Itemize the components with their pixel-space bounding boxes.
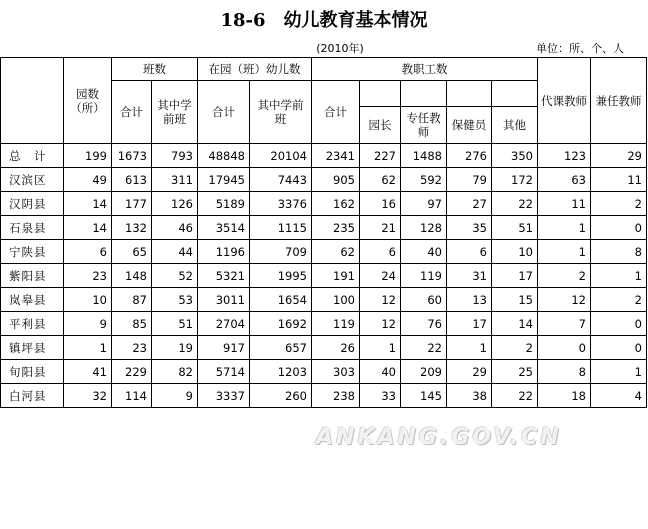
cell-staff-total: 100 — [312, 288, 360, 312]
cell-kids-total: 1196 — [198, 240, 250, 264]
cell-staff-total: 62 — [312, 240, 360, 264]
cell-parttime: 0 — [591, 336, 647, 360]
table-row — [1, 312, 647, 336]
cell-classes-pre: 51 — [152, 312, 198, 336]
cell-other: 22 — [492, 384, 538, 408]
cell-health: 6 — [447, 240, 492, 264]
cell-health: 13 — [447, 288, 492, 312]
watermark: ANKANG.GOV.CN — [316, 425, 562, 450]
cell-schools: 41 — [64, 360, 112, 384]
cell-schools: 199 — [64, 144, 112, 168]
page-title: 18-6 幼儿教育基本情况 — [220, 10, 428, 31]
cell-schools: 9 — [64, 312, 112, 336]
header-enrolled: 在园（班）幼儿数 — [198, 58, 312, 81]
cell-other: 51 — [492, 216, 538, 240]
cell-staff-total: 238 — [312, 384, 360, 408]
cell-kids-pre: 1995 — [250, 264, 312, 288]
cell-staff-total: 162 — [312, 192, 360, 216]
region-name: 汉阴县 — [1, 192, 64, 216]
cell-other: 2 — [492, 336, 538, 360]
cell-kids-total: 5714 — [198, 360, 250, 384]
cell-classes-pre: 53 — [152, 288, 198, 312]
cell-staff-total: 191 — [312, 264, 360, 288]
cell-health: 17 — [447, 312, 492, 336]
cell-classes-pre: 793 — [152, 144, 198, 168]
header-schools: 园数（所） — [64, 58, 112, 144]
cell-parttime: 1 — [591, 360, 647, 384]
cell-substitute: 7 — [538, 312, 591, 336]
header-kids-pre: 其中学前班 — [250, 81, 312, 144]
cell-kids-total: 3337 — [198, 384, 250, 408]
cell-substitute: 11 — [538, 192, 591, 216]
cell-parttime: 2 — [591, 288, 647, 312]
table-row — [1, 264, 647, 288]
region-name: 镇坪县 — [1, 336, 64, 360]
cell-classes-total: 148 — [112, 264, 152, 288]
cell-fulltime: 209 — [401, 360, 447, 384]
cell-classes-total: 23 — [112, 336, 152, 360]
cell-staff-total: 2341 — [312, 144, 360, 168]
cell-parttime: 29 — [591, 144, 647, 168]
cell-fulltime: 1488 — [401, 144, 447, 168]
cell-other: 172 — [492, 168, 538, 192]
cell-classes-total: 87 — [112, 288, 152, 312]
header-staff-blank — [360, 81, 401, 107]
header-kids-total: 合计 — [198, 81, 250, 144]
cell-other: 15 — [492, 288, 538, 312]
table-row — [1, 216, 647, 240]
header-classes: 班数 — [112, 58, 198, 81]
header-other: 其他 — [492, 107, 538, 144]
cell-classes-total: 132 — [112, 216, 152, 240]
cell-classes-pre: 311 — [152, 168, 198, 192]
table-row — [1, 336, 647, 360]
cell-health: 79 — [447, 168, 492, 192]
cell-kids-total: 5189 — [198, 192, 250, 216]
cell-schools: 49 — [64, 168, 112, 192]
cell-kids-pre: 1654 — [250, 288, 312, 312]
cell-fulltime: 76 — [401, 312, 447, 336]
cell-other: 25 — [492, 360, 538, 384]
region-name: 汉滨区 — [1, 168, 64, 192]
cell-staff-total: 235 — [312, 216, 360, 240]
cell-director: 6 — [360, 240, 401, 264]
cell-classes-pre: 9 — [152, 384, 198, 408]
cell-parttime: 2 — [591, 192, 647, 216]
cell-kids-pre: 3376 — [250, 192, 312, 216]
cell-schools: 6 — [64, 240, 112, 264]
cell-substitute: 63 — [538, 168, 591, 192]
cell-classes-pre: 46 — [152, 216, 198, 240]
header-staff-total: 合计 — [312, 81, 360, 144]
cell-classes-total: 85 — [112, 312, 152, 336]
cell-kids-pre: 709 — [250, 240, 312, 264]
cell-kids-total: 5321 — [198, 264, 250, 288]
cell-fulltime: 128 — [401, 216, 447, 240]
header-fulltime: 专任教师 — [401, 107, 447, 144]
cell-substitute: 1 — [538, 240, 591, 264]
cell-schools: 14 — [64, 192, 112, 216]
header-parttime: 兼任教师 — [591, 58, 647, 144]
region-name: 岚皋县 — [1, 288, 64, 312]
cell-fulltime: 592 — [401, 168, 447, 192]
region-name: 旬阳县 — [1, 360, 64, 384]
cell-classes-total: 114 — [112, 384, 152, 408]
cell-classes-total: 613 — [112, 168, 152, 192]
cell-parttime: 0 — [591, 312, 647, 336]
cell-staff-total: 303 — [312, 360, 360, 384]
cell-director: 40 — [360, 360, 401, 384]
cell-health: 29 — [447, 360, 492, 384]
cell-health: 1 — [447, 336, 492, 360]
year-label: (2010年) — [316, 42, 364, 55]
cell-substitute: 8 — [538, 360, 591, 384]
cell-director: 62 — [360, 168, 401, 192]
cell-director: 24 — [360, 264, 401, 288]
cell-other: 17 — [492, 264, 538, 288]
cell-substitute: 1 — [538, 216, 591, 240]
region-name: 白河县 — [1, 384, 64, 408]
cell-classes-total: 177 — [112, 192, 152, 216]
cell-substitute: 2 — [538, 264, 591, 288]
cell-classes-pre: 82 — [152, 360, 198, 384]
cell-fulltime: 119 — [401, 264, 447, 288]
cell-classes-pre: 19 — [152, 336, 198, 360]
cell-schools: 23 — [64, 264, 112, 288]
cell-kids-pre: 7443 — [250, 168, 312, 192]
cell-health: 276 — [447, 144, 492, 168]
cell-director: 1 — [360, 336, 401, 360]
cell-other: 14 — [492, 312, 538, 336]
cell-classes-total: 1673 — [112, 144, 152, 168]
cell-fulltime: 40 — [401, 240, 447, 264]
cell-kids-total: 3011 — [198, 288, 250, 312]
cell-substitute: 0 — [538, 336, 591, 360]
cell-staff-total: 119 — [312, 312, 360, 336]
table-row — [1, 360, 647, 384]
cell-kids-total: 17945 — [198, 168, 250, 192]
subtitle-line — [0, 38, 648, 56]
stats-table — [0, 57, 647, 408]
header-name-col — [1, 58, 64, 144]
cell-kids-pre: 1692 — [250, 312, 312, 336]
cell-staff-total: 905 — [312, 168, 360, 192]
cell-kids-total: 2704 — [198, 312, 250, 336]
header-staff: 教职工数 — [312, 58, 538, 81]
cell-parttime: 0 — [591, 216, 647, 240]
cell-kids-total: 48848 — [198, 144, 250, 168]
cell-director: 12 — [360, 288, 401, 312]
cell-classes-pre: 52 — [152, 264, 198, 288]
cell-health: 35 — [447, 216, 492, 240]
table-row — [1, 384, 647, 408]
cell-kids-pre: 260 — [250, 384, 312, 408]
table-row — [1, 144, 647, 168]
cell-schools: 10 — [64, 288, 112, 312]
header-classes-total: 合计 — [112, 81, 152, 144]
region-name: 总 计 — [1, 144, 64, 168]
cell-director: 33 — [360, 384, 401, 408]
cell-substitute: 18 — [538, 384, 591, 408]
region-name: 宁陕县 — [1, 240, 64, 264]
cell-director: 16 — [360, 192, 401, 216]
cell-schools: 1 — [64, 336, 112, 360]
cell-kids-pre: 1115 — [250, 216, 312, 240]
table-row — [1, 192, 647, 216]
cell-parttime: 8 — [591, 240, 647, 264]
header-substitute: 代课教师 — [538, 58, 591, 144]
cell-other: 22 — [492, 192, 538, 216]
table-row — [1, 240, 647, 264]
cell-director: 12 — [360, 312, 401, 336]
cell-director: 227 — [360, 144, 401, 168]
header-classes-pre: 其中学前班 — [152, 81, 198, 144]
cell-parttime: 11 — [591, 168, 647, 192]
cell-classes-pre: 126 — [152, 192, 198, 216]
cell-staff-total: 26 — [312, 336, 360, 360]
cell-classes-total: 229 — [112, 360, 152, 384]
cell-kids-pre: 657 — [250, 336, 312, 360]
cell-fulltime: 145 — [401, 384, 447, 408]
cell-classes-pre: 44 — [152, 240, 198, 264]
cell-kids-pre: 20104 — [250, 144, 312, 168]
cell-schools: 14 — [64, 216, 112, 240]
cell-health: 31 — [447, 264, 492, 288]
table-row — [1, 168, 647, 192]
cell-health: 27 — [447, 192, 492, 216]
cell-kids-total: 917 — [198, 336, 250, 360]
cell-schools: 32 — [64, 384, 112, 408]
header-health: 保健员 — [447, 107, 492, 144]
cell-substitute: 12 — [538, 288, 591, 312]
table-body — [1, 144, 647, 408]
table-row — [1, 288, 647, 312]
cell-parttime: 1 — [591, 264, 647, 288]
cell-health: 38 — [447, 384, 492, 408]
cell-other: 10 — [492, 240, 538, 264]
cell-kids-pre: 1203 — [250, 360, 312, 384]
region-name: 平利县 — [1, 312, 64, 336]
header-director: 园长 — [360, 107, 401, 144]
cell-fulltime: 97 — [401, 192, 447, 216]
cell-other: 350 — [492, 144, 538, 168]
cell-parttime: 4 — [591, 384, 647, 408]
cell-substitute: 123 — [538, 144, 591, 168]
cell-kids-total: 3514 — [198, 216, 250, 240]
region-name: 紫阳县 — [1, 264, 64, 288]
region-name: 石泉县 — [1, 216, 64, 240]
cell-director: 21 — [360, 216, 401, 240]
cell-classes-total: 65 — [112, 240, 152, 264]
cell-fulltime: 22 — [401, 336, 447, 360]
unit-label: 单位：所、个、人 — [536, 42, 624, 55]
cell-fulltime: 60 — [401, 288, 447, 312]
